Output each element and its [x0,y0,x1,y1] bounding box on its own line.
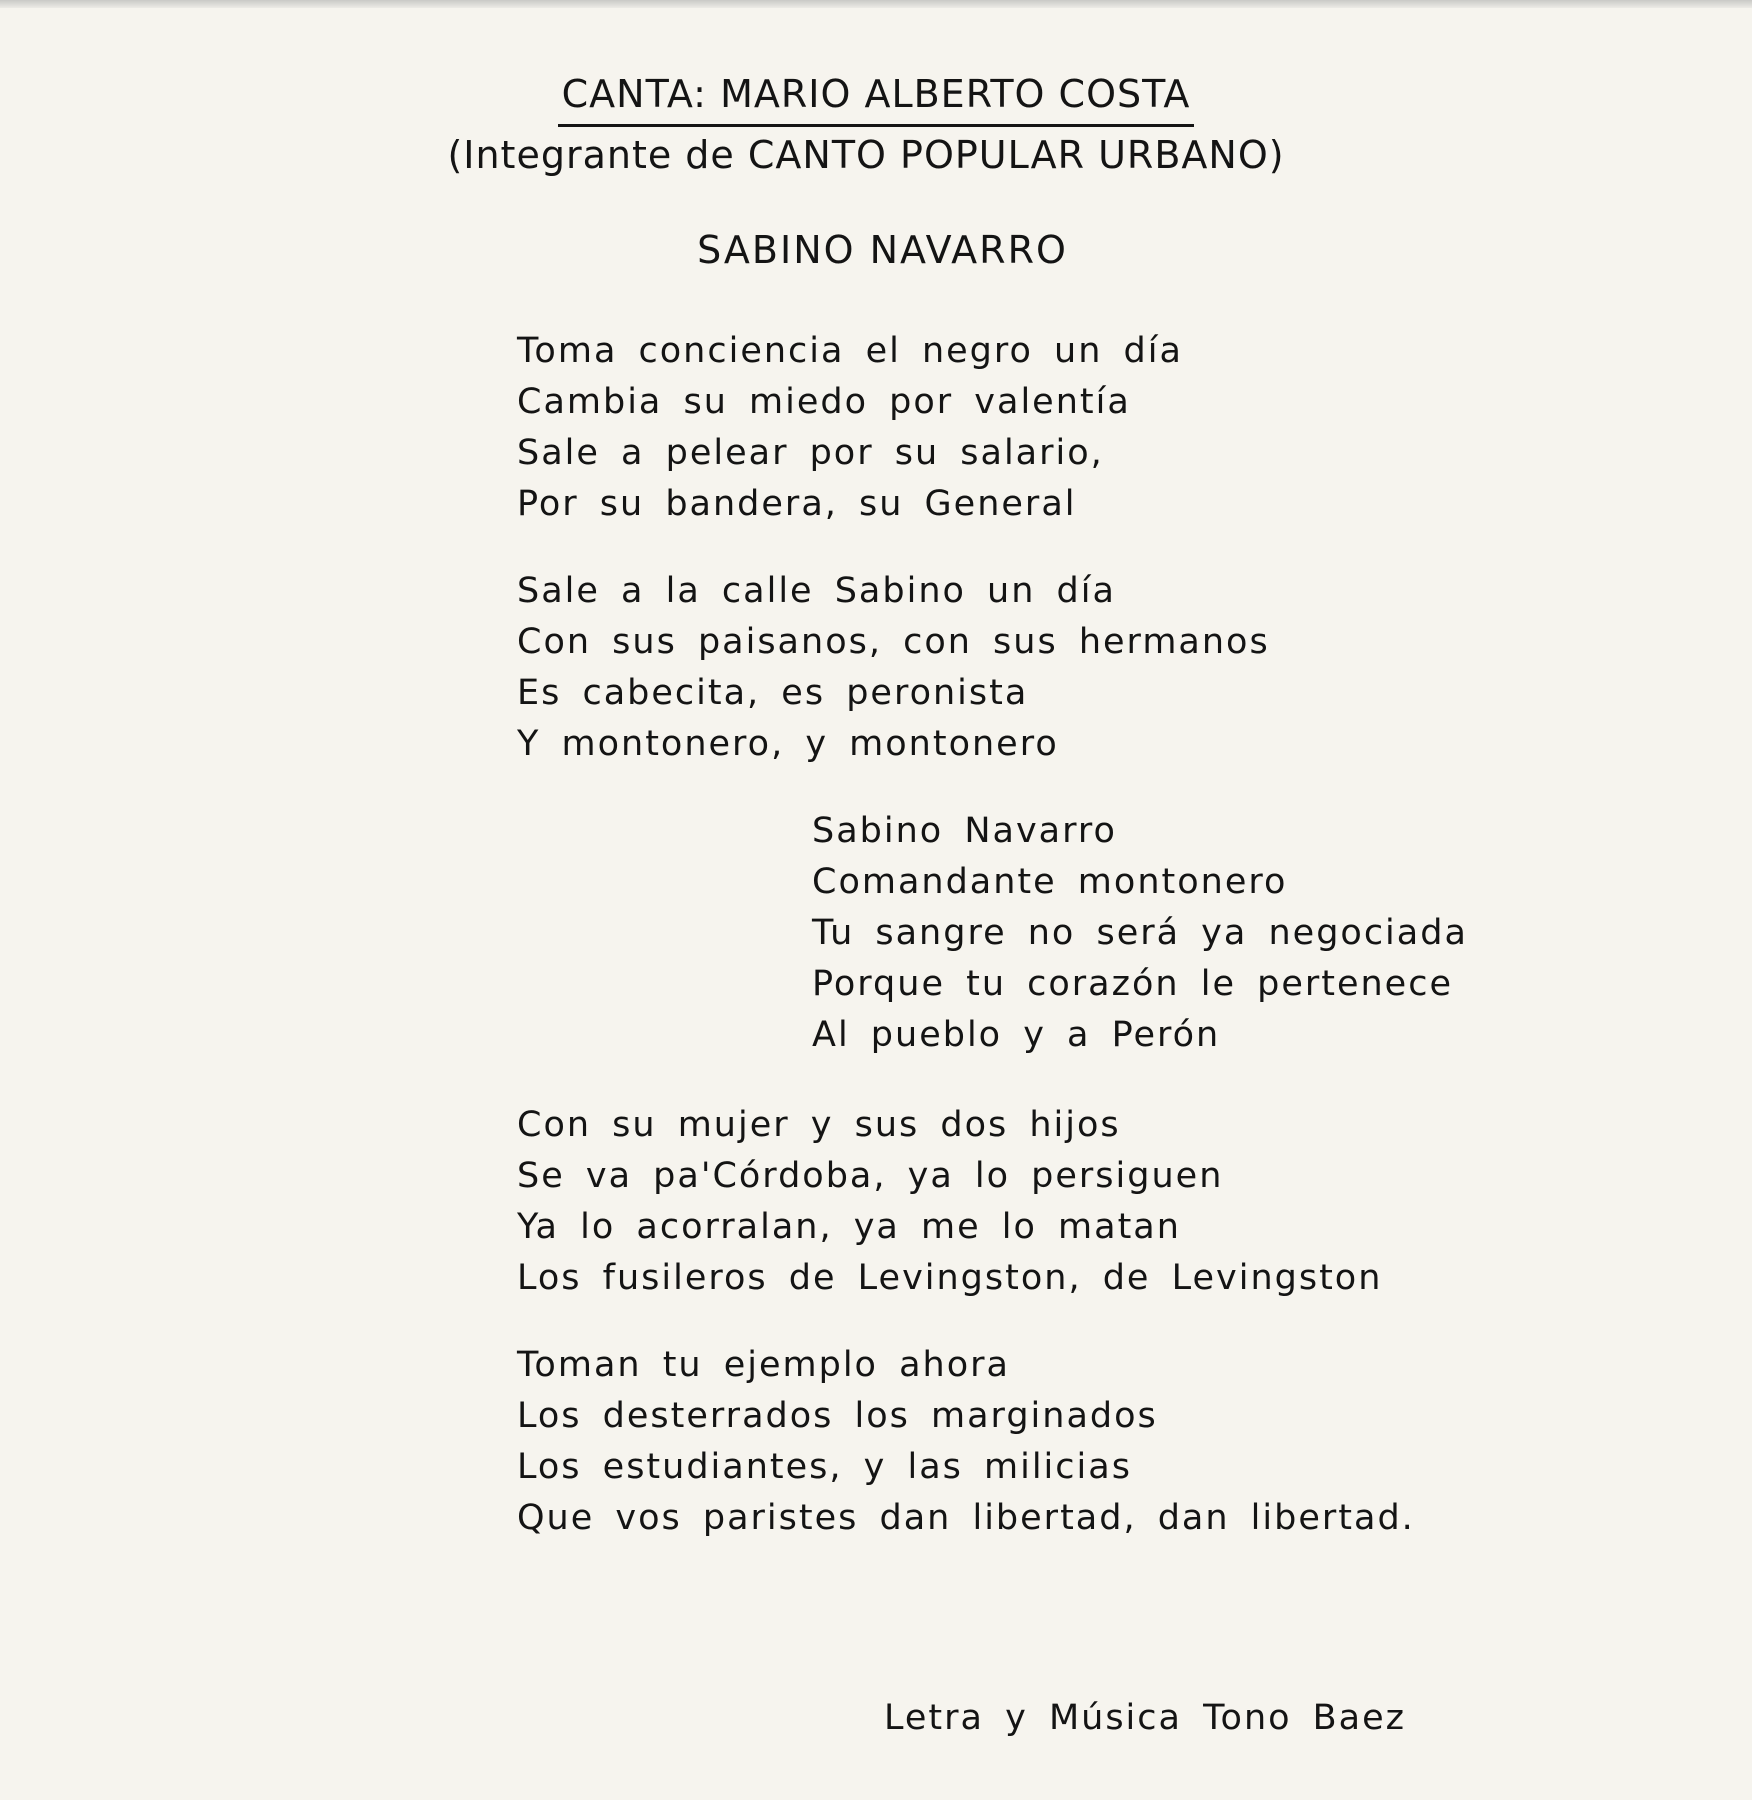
paper-top-edge [0,0,1752,8]
lyric-line: Porque tu corazón le pertenece [812,964,1453,1004]
lyric-line: Ya lo acorralan, ya me lo matan [517,1207,1181,1247]
chorus [812,806,1468,1061]
stanza-2 [517,566,1270,770]
lyric-line: Los desterrados los marginados [517,1396,1158,1436]
lyric-line: Sabino Navarro [812,811,1117,851]
lyric-line: Que vos paristes dan libertad, dan libertad. [517,1498,1415,1538]
group-subtitle: (Integrante de CANTO POPULAR URBANO) [447,132,1285,177]
lyric-line: Sale a pelear por su salario, [517,433,1104,473]
lyric-line: Toman tu ejemplo ahora [517,1345,1010,1385]
singer-credit: CANTA: MARIO ALBERTO COSTA [558,72,1195,127]
lyric-line: Es cabecita, es peronista [517,673,1029,713]
lyric-line: Cambia su miedo por valentía [517,382,1131,422]
lyric-line: Y montonero, y montonero [517,724,1059,764]
song-title: SABINO NAVARRO [697,228,1068,272]
lyric-line: Comandante montonero [812,862,1288,902]
lyric-line: Al pueblo y a Perón [812,1015,1221,1055]
lyric-line: Toma conciencia el negro un día [517,331,1183,371]
lyric-line: Los fusileros de Levingston, de Levingston [517,1258,1383,1298]
stanza-3 [517,1100,1382,1304]
lyric-line: Con sus paisanos, con sus hermanos [517,622,1270,662]
lyric-line: Tu sangre no será ya negociada [812,913,1468,953]
lyric-line: Sale a la calle Sabino un día [517,571,1116,611]
lyric-line: Por su bandera, su General [517,484,1077,524]
lyric-line: Se va pa'Córdoba, ya lo persiguen [517,1156,1224,1196]
stanza-1 [517,326,1183,530]
lyric-line: Con su mujer y sus dos hijos [517,1105,1121,1145]
lyric-line: Los estudiantes, y las milicias [517,1447,1132,1487]
songwriter-credit: Letra y Música Tono Baez [884,1698,1407,1738]
stanza-4 [517,1340,1415,1544]
header [0,72,1752,178]
